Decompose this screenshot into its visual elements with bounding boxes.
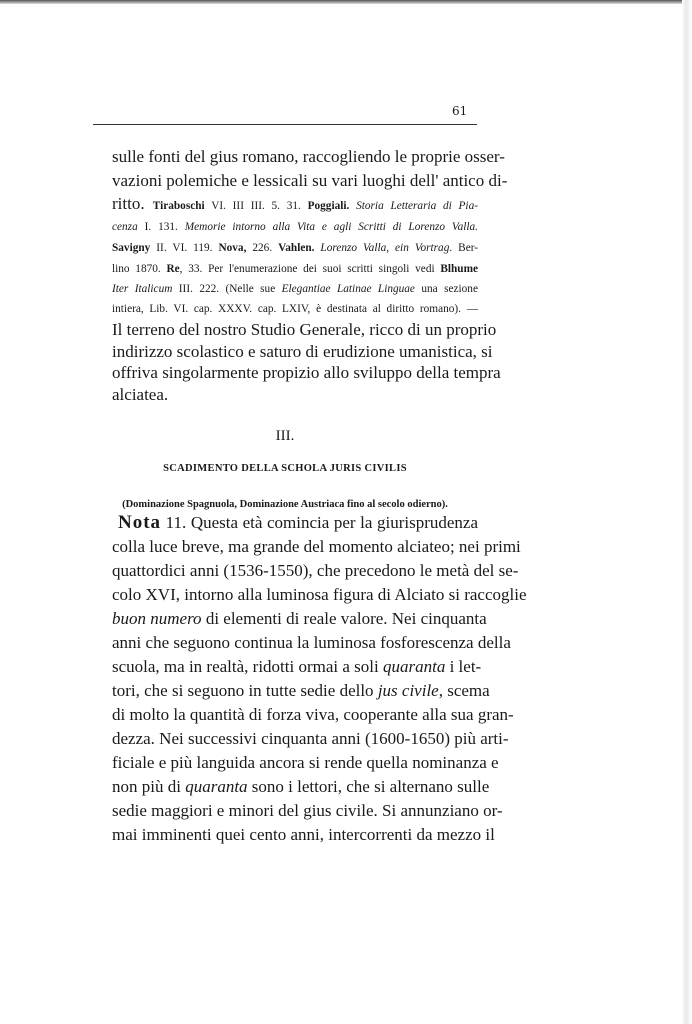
- text-span: VI. III III. 5. 31.: [204, 200, 308, 212]
- text-span: Elegantiae Latinae Linguae: [281, 283, 415, 295]
- text-line: [112, 385, 478, 405]
- text-span: , scema: [438, 681, 490, 700]
- text-span: 11. Questa età comincia per la giurisprudenza: [161, 513, 478, 532]
- text-span: colo XVI, intorno alla luminosa figura di Alciato si raccoglie: [112, 585, 527, 604]
- text-line: [112, 281, 478, 297]
- section-title: SCADIMENTO DELLA SCHOLA JURIS CIVILIS: [163, 463, 407, 474]
- text-span: Il terreno del nostro Studio Generale, ricco di un proprio: [112, 320, 497, 339]
- section-number: III.: [275, 428, 295, 444]
- text-span: jus civile: [377, 681, 439, 700]
- text-span: colla luce breve, ma grande del momento alciateo; nei primi: [112, 537, 521, 556]
- text-line: [112, 633, 511, 653]
- text-span: III. 222. (Nelle sue: [172, 283, 282, 295]
- text-span: lino 1870.: [112, 263, 167, 275]
- header-rule: [93, 124, 477, 125]
- text-line: [112, 681, 490, 701]
- text-span: Iter Italicum: [112, 283, 173, 295]
- text-span: , 33. Per l'enumerazione dei suoi scritti singoli vedi: [179, 263, 441, 275]
- text-span: dezza. Nei successivi cinquanta anni (1600-1650) più arti-: [112, 729, 509, 748]
- page-number: 61: [452, 104, 468, 118]
- scan-top-edge: [0, 0, 692, 4]
- text-line: [112, 777, 490, 797]
- text-span: Storia Letteraria di Pia-: [349, 200, 478, 212]
- text-line: [112, 171, 508, 191]
- text-line: [112, 261, 478, 277]
- text-line: [112, 196, 478, 214]
- text-span: mai imminenti quei cento anni, intercorrenti da mezzo il: [112, 825, 495, 844]
- text-span: Poggiali.: [307, 200, 350, 212]
- text-span: 226.: [246, 242, 279, 254]
- text-line: [112, 729, 509, 749]
- text-span: ficiale e più languida ancora si rende quella nominanza e: [112, 753, 499, 772]
- text-span: I. 131.: [137, 221, 185, 233]
- text-span: Lorenzo Valla, ein Vortrag: [314, 242, 450, 254]
- text-span: indirizzo scolastico e saturo di erudizione umanistica, si: [112, 342, 493, 361]
- text-span: ritto.: [112, 194, 153, 213]
- text-span: Memorie intorno alla Vita e agli Scritti di Lorenzo Valla.: [184, 221, 478, 233]
- text-span: i let-: [445, 657, 482, 676]
- text-span: intiera, Lib. VI. cap. XXXV. cap. LXIV, è destinata al diritto romano). —: [112, 303, 478, 315]
- text-span: buon numero: [112, 609, 202, 628]
- text-line: [112, 219, 478, 235]
- text-span: quattordici anni (1536-1550), che precedono le metà del se-: [112, 561, 519, 580]
- text-span: non più di: [112, 777, 186, 796]
- text-line: [112, 609, 487, 629]
- text-span: offriva singolarmente propizio allo sviluppo della tempra: [112, 363, 501, 382]
- text-line: [112, 301, 478, 317]
- text-span: di molto la quantità di forza viva, cooperante alla sua gran-: [112, 705, 514, 724]
- text-line: [118, 513, 478, 533]
- text-span: Vahlen.: [278, 242, 315, 254]
- text-span: vazioni polemiche e lessicali su vari luoghi dell' antico di-: [112, 171, 508, 190]
- text-span: Blhume: [440, 263, 479, 275]
- text-span: quaranta: [185, 777, 248, 796]
- text-span: Re: [166, 263, 180, 275]
- section-subtitle: (Dominazione Spagnuola, Dominazione Austriaca fino al secolo odierno).: [122, 499, 448, 510]
- text-line: [112, 147, 505, 167]
- text-span: Nova,: [218, 242, 247, 254]
- text-line: [112, 825, 495, 845]
- scan-page-edge: [682, 0, 692, 1024]
- text-span: sono i lettori, che si alternano sulle: [247, 777, 490, 796]
- text-span: quaranta: [382, 657, 446, 676]
- text-line: [112, 753, 499, 773]
- text-span: una sezione: [414, 283, 478, 295]
- text-line: [112, 585, 527, 605]
- text-line: [112, 240, 478, 256]
- text-span: scuola, ma in realtà, ridotti ormai a soli: [112, 657, 383, 676]
- text-line: [112, 705, 514, 725]
- text-span: Savigny: [112, 242, 151, 254]
- text-line: [112, 320, 497, 340]
- text-line: [112, 342, 493, 362]
- text-line: [112, 801, 503, 821]
- text-span: . Ber-: [449, 242, 479, 254]
- text-span: tori, che si seguono in tutte sedie dello: [112, 681, 378, 700]
- text-span: sedie maggiori e minori del gius civile. Si annunziano or-: [112, 801, 503, 820]
- text-line: [112, 363, 501, 383]
- text-line: [112, 657, 482, 677]
- text-span: alciatea.: [112, 385, 169, 404]
- text-span: Nota: [118, 512, 162, 533]
- text-span: II. VI. 119.: [150, 242, 219, 254]
- text-span: Tiraboschi: [152, 200, 205, 212]
- text-span: sulle fonti del gius romano, raccogliendo le proprie osser-: [112, 147, 505, 166]
- text-line: [112, 537, 521, 557]
- text-span: cenza: [112, 221, 138, 233]
- text-line: [112, 561, 519, 581]
- text-span: anni che seguono continua la luminosa fosforescenza della: [112, 633, 511, 652]
- text-span: di elementi di reale valore. Nei cinquanta: [201, 609, 487, 628]
